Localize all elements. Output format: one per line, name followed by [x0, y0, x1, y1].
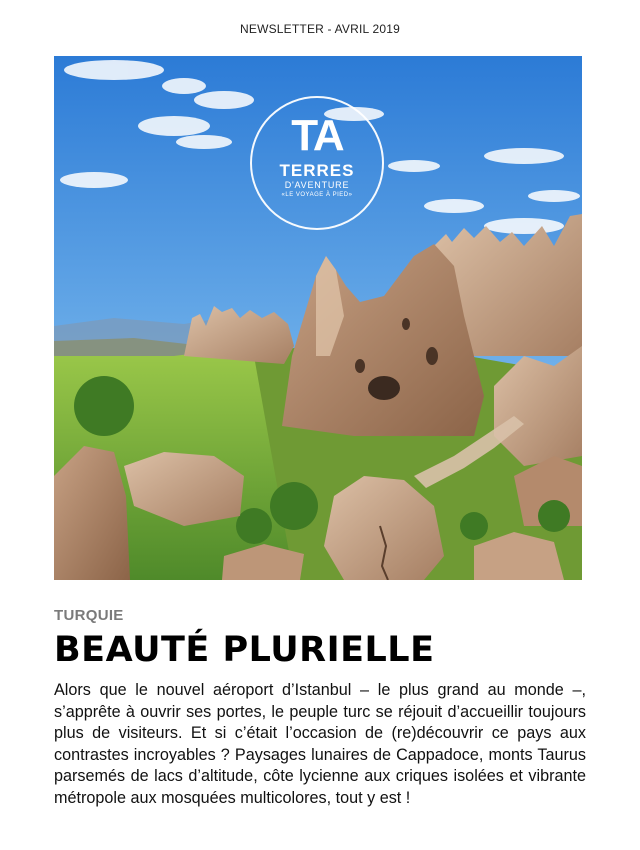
article-title[interactable]: BEAUTÉ PLURIELLE [54, 630, 435, 670]
terres-daventure-logo[interactable] [250, 96, 384, 230]
logo-mark: TA [291, 111, 343, 160]
article-body: Alors que le nouvel aéroport d’Istanbul – le plus grand au monde –, s’apprête à ouvrir ses portes, le peuple turc se réjouit d’accueillir toujours plus de visiteurs. Et si c’était l’occasion de (re)découvrir ce pays aux contrastes incroyables ? Paysages lunaires de Cappadoce, monts Taurus parsemés de lacs d’altitude, côte lycienne aux criques isolées et vibrante métropole aux mosquées multicolores, tout y est ! [54, 681, 586, 807]
hero-image[interactable] [54, 56, 582, 580]
newsletter-header: NEWSLETTER - AVRIL 2019 [240, 22, 400, 36]
article-kicker: TURQUIE [54, 607, 124, 624]
logo-tagline: «LE VOYAGE À PIED» [281, 192, 353, 198]
logo-subname: D'AVENTURE [284, 180, 350, 190]
logo-name: TERRES [279, 161, 355, 180]
